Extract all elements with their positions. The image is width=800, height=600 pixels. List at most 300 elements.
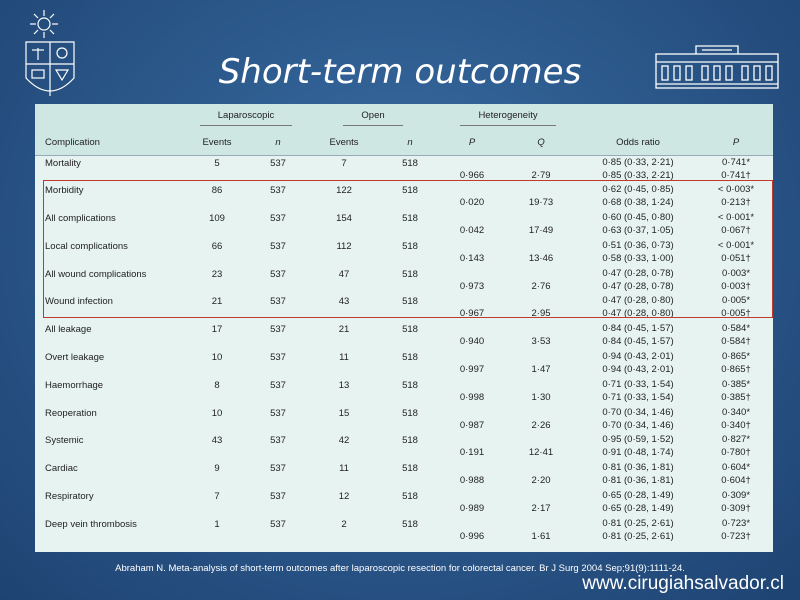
cell-odds-ratio <box>577 378 699 406</box>
cell-het-p <box>439 211 505 239</box>
cell-complication <box>35 378 185 406</box>
column-header-complication: Complication <box>35 129 185 156</box>
cell-lap-events <box>185 461 249 489</box>
column-header-odds-ratio: Odds ratio <box>577 129 699 156</box>
table-row <box>35 433 773 461</box>
cell-lap-n <box>249 239 307 267</box>
cell-open-events <box>307 517 381 545</box>
cell-odds-ratio-text: 0·94 (0·43, 2·01) <box>602 364 674 376</box>
cell-het-q <box>505 461 577 489</box>
cell-het-q <box>505 406 577 434</box>
cell-het-p <box>439 322 505 350</box>
cell-lap-n <box>249 378 307 406</box>
table-column-header-row <box>35 129 773 156</box>
cell-het-q <box>505 211 577 239</box>
cell-lap-n-text: 537 <box>270 379 286 391</box>
cell-het-q-text: 2·20 <box>531 475 551 487</box>
group-header-open: Open <box>307 104 439 129</box>
cell-open-n <box>381 461 439 489</box>
cell-p-value <box>699 322 773 350</box>
cell-p-value <box>699 211 773 239</box>
cell-lap-events <box>185 517 249 545</box>
cell-het-p <box>439 461 505 489</box>
cell-het-p-text: 0·973 <box>459 280 485 292</box>
cell-odds-ratio-text: 0·47 (0·28, 0·80) <box>602 308 674 320</box>
cell-open-events <box>307 350 381 378</box>
cell-complication-text: Morbidity <box>45 185 84 197</box>
cell-p-value <box>699 156 773 184</box>
cell-complication-text: All wound complications <box>45 268 147 280</box>
cell-odds-ratio-text: 0·84 (0·45, 1·57) <box>602 323 674 335</box>
outcomes-table-panel <box>35 104 773 552</box>
cell-p-value-text: 0·827* <box>722 434 751 446</box>
cell-het-p-text: 0·940 <box>459 336 485 348</box>
cell-odds-ratio-text: 0·70 (0·34, 1·46) <box>602 406 674 418</box>
cell-lap-n-text: 537 <box>270 296 286 308</box>
table-row <box>35 183 773 211</box>
cell-open-events <box>307 294 381 322</box>
cell-lap-n-text: 537 <box>270 518 286 530</box>
cell-het-q <box>505 433 577 461</box>
cell-complication <box>35 322 185 350</box>
cell-het-p-text: 0·998 <box>459 391 485 403</box>
cell-open-n <box>381 433 439 461</box>
cell-het-q-text: 1·30 <box>531 391 551 403</box>
cell-het-q <box>505 294 577 322</box>
cell-lap-events-text: 10 <box>211 407 223 419</box>
cell-het-p-text: 0·143 <box>459 252 485 264</box>
cell-odds-ratio-text: 0·91 (0·48, 1·74) <box>602 447 674 459</box>
cell-lap-n <box>249 183 307 211</box>
cell-open-n <box>381 322 439 350</box>
cell-odds-ratio-text: 0·47 (0·28, 0·78) <box>602 267 674 279</box>
cell-open-n <box>381 239 439 267</box>
cell-complication-text: Haemorrhage <box>45 379 104 391</box>
cell-lap-events-text: 109 <box>209 213 225 225</box>
cell-odds-ratio <box>577 322 699 350</box>
cell-odds-ratio <box>577 517 699 545</box>
cell-p-value-text: 0·723* <box>722 517 751 529</box>
cell-lap-events <box>185 350 249 378</box>
cell-het-p <box>439 433 505 461</box>
cell-open-events <box>307 489 381 517</box>
cell-het-q <box>505 156 577 184</box>
table-row <box>35 461 773 489</box>
citation: Abraham N. Meta-analysis of short-term outcomes after laparoscopic resection for colorectal cancer. Br J Surg 2004 Sep;91(9):1111-24. <box>115 563 685 574</box>
cell-het-q-text: 2·26 <box>531 419 551 431</box>
cell-complication <box>35 350 185 378</box>
cell-lap-n-text: 537 <box>270 407 286 419</box>
cell-p-value-text: 0·741† <box>721 170 751 181</box>
cell-het-q <box>505 517 577 545</box>
cell-het-p <box>439 517 505 545</box>
cell-open-events <box>307 461 381 489</box>
cell-odds-ratio <box>577 350 699 378</box>
cell-odds-ratio-text: 0·85 (0·33, 2·21) <box>602 157 674 168</box>
cell-open-n-text: 518 <box>402 518 418 530</box>
cell-open-n <box>381 294 439 322</box>
cell-lap-events-text: 10 <box>211 352 223 364</box>
cell-lap-events-text: 5 <box>214 158 220 169</box>
cell-p-value-text: 0·005* <box>722 295 751 307</box>
cell-het-q-text: 1·47 <box>531 364 551 376</box>
cell-lap-n <box>249 350 307 378</box>
cell-open-events-text: 43 <box>338 296 350 308</box>
cell-het-p <box>439 294 505 322</box>
table-row <box>35 517 773 545</box>
table-row <box>35 156 773 184</box>
slide-title: Short-term outcomes <box>218 52 582 92</box>
cell-p-value-text: 0·340† <box>721 419 751 431</box>
cell-p-value <box>699 239 773 267</box>
cell-open-events-text: 122 <box>336 185 352 197</box>
cell-open-n <box>381 517 439 545</box>
cell-het-p-text: 0·997 <box>459 364 485 376</box>
column-header-open-events: Events <box>307 129 381 156</box>
table-body <box>35 156 773 545</box>
cell-het-p <box>439 406 505 434</box>
cell-p-value-text: 0·741* <box>722 157 751 168</box>
cell-open-events <box>307 211 381 239</box>
cell-het-q <box>505 322 577 350</box>
cell-het-p-text: 0·967 <box>459 308 485 320</box>
cell-p-value-text: 0·604* <box>722 462 751 474</box>
cell-complication-text: Reoperation <box>45 407 97 419</box>
cell-het-q-text: 2·95 <box>531 308 551 320</box>
cell-open-n <box>381 211 439 239</box>
cell-het-p <box>439 239 505 267</box>
cell-p-value-text: 0·385† <box>721 391 751 403</box>
cell-het-p <box>439 156 505 184</box>
cell-het-p <box>439 350 505 378</box>
cell-lap-events <box>185 489 249 517</box>
cell-lap-events-text: 1 <box>214 518 220 530</box>
cell-p-value-text: < 0·001* <box>717 239 755 251</box>
cell-lap-n <box>249 156 307 184</box>
cell-odds-ratio-text: 0·95 (0·59, 1·52) <box>602 434 674 446</box>
cell-lap-n-text: 537 <box>270 352 286 364</box>
cell-lap-n-text: 537 <box>270 491 286 503</box>
cell-odds-ratio-text: 0·65 (0·28, 1·49) <box>602 503 674 515</box>
cell-het-q-text: 17·49 <box>528 225 554 237</box>
cell-complication <box>35 211 185 239</box>
cell-lap-events <box>185 378 249 406</box>
cell-lap-n <box>249 461 307 489</box>
cell-open-events <box>307 183 381 211</box>
cell-p-value-text: 0·865† <box>721 364 751 376</box>
cell-lap-events-text: 86 <box>211 185 223 197</box>
cell-open-events-text: 2 <box>341 518 347 530</box>
cell-open-n-text: 518 <box>402 407 418 419</box>
group-header-heterogeneity: Heterogeneity <box>439 104 577 129</box>
table-row <box>35 322 773 350</box>
cell-het-q-text: 3·53 <box>531 336 551 348</box>
cell-open-events <box>307 239 381 267</box>
cell-lap-n <box>249 489 307 517</box>
cell-odds-ratio-text: 0·84 (0·45, 1·57) <box>602 336 674 348</box>
cell-lap-events-text: 8 <box>214 379 220 391</box>
cell-p-value-text: 0·780† <box>721 447 751 459</box>
column-header-het-q: Q <box>505 129 577 156</box>
cell-p-value-text: < 0·003* <box>717 184 755 196</box>
website-url: www.cirugiahsalvador.cl <box>582 573 784 594</box>
cell-lap-n <box>249 267 307 295</box>
cell-het-p-text: 0·989 <box>459 503 485 515</box>
cell-complication-text: Local complications <box>45 240 128 252</box>
cell-open-n-text: 518 <box>402 268 418 280</box>
cell-lap-events <box>185 183 249 211</box>
cell-lap-events <box>185 156 249 184</box>
cell-odds-ratio-text: 0·85 (0·33, 2·21) <box>602 170 674 181</box>
column-header-lap-n: n <box>249 129 307 156</box>
cell-p-value-text: 0·003† <box>721 280 751 292</box>
cell-complication <box>35 406 185 434</box>
cell-lap-events <box>185 406 249 434</box>
cell-open-events <box>307 322 381 350</box>
cell-open-n <box>381 350 439 378</box>
cell-het-q <box>505 378 577 406</box>
cell-lap-events <box>185 267 249 295</box>
cell-odds-ratio-text: 0·51 (0·36, 0·73) <box>602 239 674 251</box>
cell-p-value-text: 0·051† <box>721 252 751 264</box>
cell-open-n-text: 518 <box>402 185 418 197</box>
cell-het-q <box>505 183 577 211</box>
cell-odds-ratio-text: 0·81 (0·36, 1·81) <box>602 462 674 474</box>
cell-odds-ratio-text: 0·71 (0·33, 1·54) <box>602 391 674 403</box>
cell-odds-ratio-text: 0·47 (0·28, 0·80) <box>602 295 674 307</box>
cell-lap-events <box>185 211 249 239</box>
cell-odds-ratio <box>577 461 699 489</box>
cell-open-events-text: 12 <box>338 491 350 503</box>
cell-complication-text: Systemic <box>45 435 84 447</box>
cell-complication <box>35 156 185 184</box>
cell-lap-events-text: 17 <box>211 324 223 336</box>
cell-p-value-text: 0·213† <box>721 197 751 209</box>
cell-complication-text: Wound infection <box>45 296 113 308</box>
table-row <box>35 294 773 322</box>
table-row <box>35 350 773 378</box>
cell-odds-ratio-text: 0·94 (0·43, 2·01) <box>602 351 674 363</box>
cell-p-value <box>699 378 773 406</box>
cell-complication <box>35 461 185 489</box>
cell-p-value-text: 0·309* <box>722 490 751 502</box>
cell-complication-text: All complications <box>45 213 116 225</box>
cell-lap-n-text: 537 <box>270 213 286 225</box>
group-header-spacer <box>699 104 773 129</box>
cell-lap-n <box>249 406 307 434</box>
cell-het-q-text: 2·76 <box>531 280 551 292</box>
cell-p-value <box>699 183 773 211</box>
cell-open-n-text: 518 <box>402 213 418 225</box>
cell-lap-n-text: 537 <box>270 324 286 336</box>
cell-complication <box>35 183 185 211</box>
cell-odds-ratio-text: 0·58 (0·33, 1·00) <box>602 252 674 264</box>
cell-odds-ratio <box>577 156 699 184</box>
cell-p-value-text: 0·309† <box>721 503 751 515</box>
cell-lap-events <box>185 322 249 350</box>
cell-odds-ratio <box>577 211 699 239</box>
table-row <box>35 267 773 295</box>
cell-odds-ratio <box>577 433 699 461</box>
cell-open-events-text: 7 <box>341 158 347 169</box>
cell-odds-ratio-text: 0·70 (0·34, 1·46) <box>602 419 674 431</box>
cell-lap-n-text: 537 <box>270 158 286 169</box>
cell-open-n-text: 518 <box>402 379 418 391</box>
cell-lap-events-text: 43 <box>211 435 223 447</box>
cell-het-q <box>505 489 577 517</box>
cell-open-n-text: 518 <box>402 352 418 364</box>
cell-p-value <box>699 267 773 295</box>
cell-open-n-text: 518 <box>402 296 418 308</box>
cell-het-q-text: 12·41 <box>528 447 554 459</box>
cell-odds-ratio <box>577 183 699 211</box>
cell-lap-n-text: 537 <box>270 463 286 475</box>
cell-het-p-text: 0·191 <box>459 447 485 459</box>
column-header-het-p: P <box>439 129 505 156</box>
cell-lap-events-text: 9 <box>214 463 220 475</box>
cell-odds-ratio-text: 0·47 (0·28, 0·78) <box>602 280 674 292</box>
cell-lap-events <box>185 239 249 267</box>
table-group-header-row <box>35 104 773 129</box>
cell-p-value-text: 0·584† <box>721 336 751 348</box>
cell-odds-ratio-text: 0·81 (0·25, 2·61) <box>602 517 674 529</box>
cell-het-p-text: 0·020 <box>459 197 485 209</box>
table-row <box>35 211 773 239</box>
cell-odds-ratio-text: 0·60 (0·45, 0·80) <box>602 212 674 224</box>
cell-het-p <box>439 267 505 295</box>
cell-p-value <box>699 433 773 461</box>
cell-het-p-text: 0·966 <box>459 170 485 181</box>
cell-het-p <box>439 183 505 211</box>
group-header-laparoscopic: Laparoscopic <box>185 104 307 129</box>
table-row <box>35 378 773 406</box>
cell-odds-ratio <box>577 294 699 322</box>
outcomes-table <box>35 104 773 545</box>
cell-lap-events-text: 7 <box>214 491 220 503</box>
cell-complication <box>35 239 185 267</box>
cell-complication-text: Mortality <box>45 158 81 169</box>
cell-complication <box>35 489 185 517</box>
cell-p-value-text: 0·340* <box>722 406 751 418</box>
cell-lap-n <box>249 517 307 545</box>
cell-lap-n-text: 537 <box>270 268 286 280</box>
cell-p-value-text: 0·385* <box>722 378 751 390</box>
cell-het-q-text: 13·46 <box>528 252 554 264</box>
column-header-p: P <box>699 129 773 156</box>
cell-p-value-text: < 0·001* <box>717 212 755 224</box>
cell-complication-text: Overt leakage <box>45 352 105 364</box>
cell-het-q <box>505 350 577 378</box>
cell-het-q-text: 19·73 <box>528 197 554 209</box>
cell-p-value-text: 0·604† <box>721 475 751 487</box>
cell-p-value-text: 0·584* <box>722 323 751 335</box>
cell-odds-ratio-text: 0·68 (0·38, 1·24) <box>602 197 674 209</box>
cell-odds-ratio <box>577 489 699 517</box>
cell-open-n-text: 518 <box>402 435 418 447</box>
cell-p-value <box>699 294 773 322</box>
cell-open-n <box>381 267 439 295</box>
cell-open-n <box>381 378 439 406</box>
cell-het-q-text: 1·61 <box>531 530 551 542</box>
cell-lap-events <box>185 433 249 461</box>
cell-complication-text: Deep vein thrombosis <box>45 518 137 530</box>
cell-lap-events-text: 66 <box>211 240 223 252</box>
cell-het-p-text: 0·042 <box>459 225 485 237</box>
cell-complication <box>35 517 185 545</box>
cell-open-n-text: 518 <box>402 491 418 503</box>
cell-open-events-text: 47 <box>338 268 350 280</box>
cell-lap-events <box>185 294 249 322</box>
cell-open-events <box>307 378 381 406</box>
cell-odds-ratio <box>577 406 699 434</box>
cell-p-value <box>699 406 773 434</box>
cell-open-events-text: 42 <box>338 435 350 447</box>
cell-p-value-text: 0·005† <box>721 308 751 320</box>
cell-open-n <box>381 406 439 434</box>
cell-p-value-text: 0·067† <box>721 225 751 237</box>
cell-p-value-text: 0·865* <box>722 351 751 363</box>
cell-open-events-text: 13 <box>338 379 350 391</box>
cell-lap-n-text: 537 <box>270 185 286 197</box>
cell-odds-ratio-text: 0·71 (0·33, 1·54) <box>602 378 674 390</box>
group-header-spacer <box>35 104 185 129</box>
cell-open-events-text: 112 <box>336 240 352 252</box>
cell-odds-ratio-text: 0·81 (0·36, 1·81) <box>602 475 674 487</box>
table-row <box>35 239 773 267</box>
cell-odds-ratio-text: 0·62 (0·45, 0·85) <box>602 184 674 196</box>
cell-odds-ratio-text: 0·81 (0·25, 2·61) <box>602 530 674 542</box>
cell-lap-n <box>249 294 307 322</box>
cell-het-p-text: 0·996 <box>459 530 485 542</box>
cell-lap-n <box>249 211 307 239</box>
cell-open-events <box>307 406 381 434</box>
cell-lap-events-text: 23 <box>211 268 223 280</box>
cell-het-p <box>439 489 505 517</box>
cell-open-n <box>381 183 439 211</box>
cell-het-p <box>439 378 505 406</box>
cell-odds-ratio <box>577 267 699 295</box>
cell-complication <box>35 294 185 322</box>
cell-het-q <box>505 239 577 267</box>
column-header-lap-events: Events <box>185 129 249 156</box>
cell-open-n-text: 518 <box>402 463 418 475</box>
cell-open-n <box>381 156 439 184</box>
cell-lap-events-text: 21 <box>211 296 223 308</box>
cell-complication <box>35 267 185 295</box>
cell-p-value <box>699 517 773 545</box>
cell-open-n-text: 518 <box>402 324 418 336</box>
cell-p-value <box>699 350 773 378</box>
cell-lap-n <box>249 322 307 350</box>
cell-p-value-text: 0·003* <box>722 267 751 279</box>
cell-open-events-text: 154 <box>336 213 352 225</box>
cell-open-events-text: 11 <box>339 463 349 475</box>
cell-lap-n <box>249 433 307 461</box>
cell-open-n-text: 518 <box>402 240 418 252</box>
cell-lap-n-text: 537 <box>270 435 286 447</box>
cell-open-events <box>307 267 381 295</box>
cell-open-events-text: 11 <box>339 352 349 364</box>
cell-het-p-text: 0·987 <box>459 419 485 431</box>
cell-odds-ratio-text: 0·63 (0·37, 1·05) <box>602 225 674 237</box>
cell-open-events-text: 15 <box>338 407 350 419</box>
column-header-open-n: n <box>381 129 439 156</box>
cell-het-q-text: 2·17 <box>531 503 551 515</box>
cell-p-value <box>699 489 773 517</box>
cell-lap-n-text: 537 <box>270 240 286 252</box>
group-header-spacer <box>577 104 699 129</box>
cell-het-p-text: 0·988 <box>459 475 485 487</box>
